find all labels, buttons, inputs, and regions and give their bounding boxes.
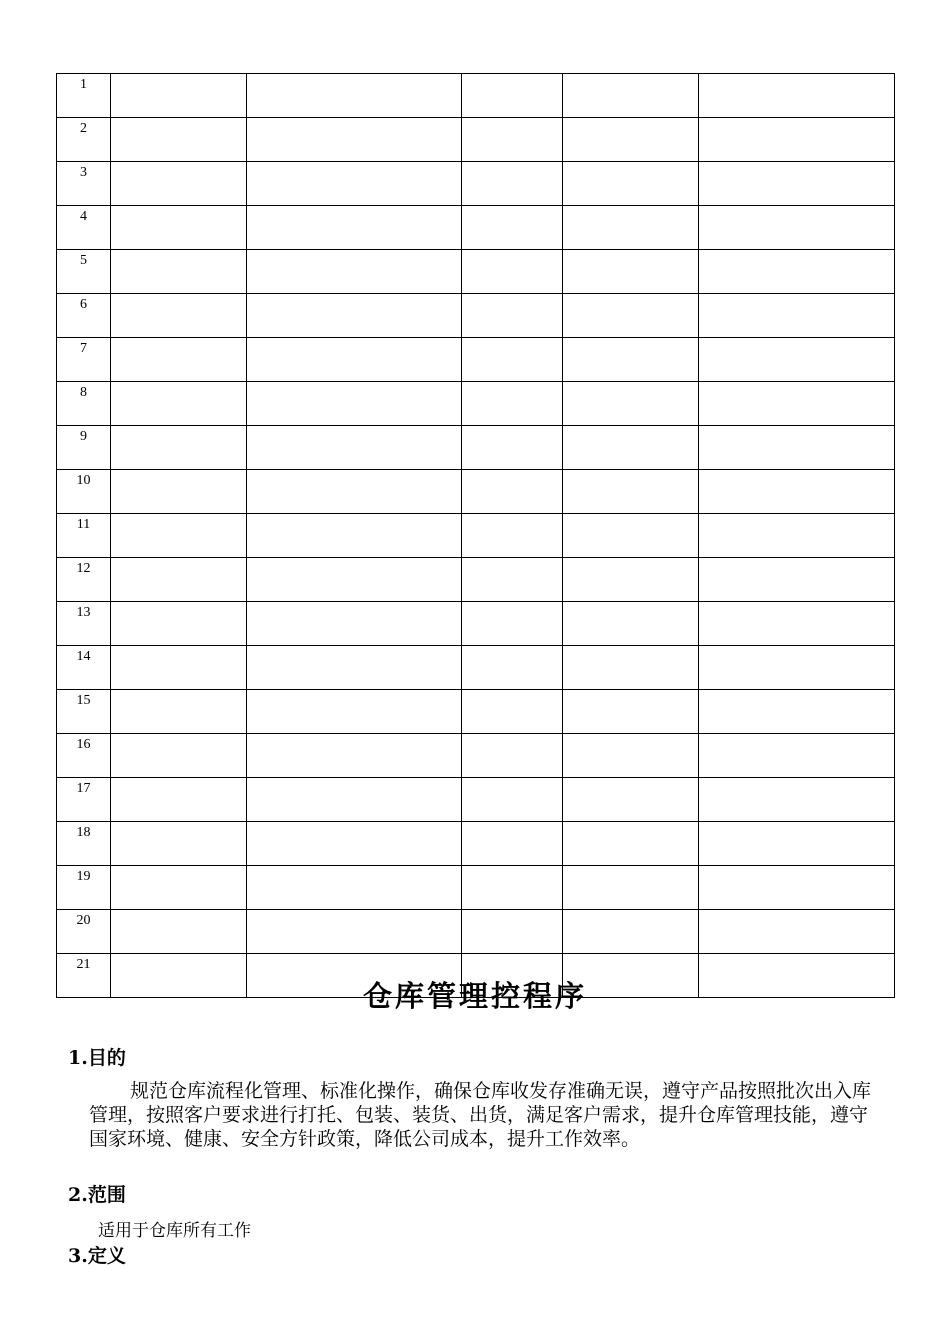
empty-cell <box>247 822 462 866</box>
row-number-cell: 13 <box>57 602 111 646</box>
empty-cell <box>699 558 895 602</box>
row-number-cell: 7 <box>57 338 111 382</box>
table-row <box>57 470 895 514</box>
empty-cell <box>462 294 563 338</box>
empty-cell <box>247 690 462 734</box>
empty-cell <box>563 866 699 910</box>
empty-cell <box>563 74 699 118</box>
row-number-cell: 11 <box>57 514 111 558</box>
empty-cell <box>699 734 895 778</box>
empty-cell <box>111 206 247 250</box>
empty-cell <box>111 558 247 602</box>
empty-cell <box>247 602 462 646</box>
empty-cell <box>699 206 895 250</box>
empty-cell <box>563 558 699 602</box>
row-number-cell: 9 <box>57 426 111 470</box>
table-row <box>57 514 895 558</box>
empty-cell <box>699 426 895 470</box>
empty-cell <box>563 910 699 954</box>
empty-cell <box>563 470 699 514</box>
empty-cell <box>247 734 462 778</box>
empty-cell <box>111 602 247 646</box>
empty-cell <box>111 646 247 690</box>
row-number-cell: 3 <box>57 162 111 206</box>
empty-cell <box>111 338 247 382</box>
empty-cell <box>247 514 462 558</box>
empty-cell <box>462 646 563 690</box>
empty-cell <box>462 470 563 514</box>
empty-cell <box>462 602 563 646</box>
row-number-cell: 18 <box>57 822 111 866</box>
empty-cell <box>699 470 895 514</box>
empty-cell <box>111 514 247 558</box>
empty-cell <box>699 910 895 954</box>
empty-cell <box>247 118 462 162</box>
empty-cell <box>111 162 247 206</box>
section-body-purpose: 规范仓库流程化管理、标准化操作，确保仓库收发存准确无误，遵守产品按照批次出入库管理，按照客户要求进行打托、包装、装货、出货，满足客户需求，提升仓库管理技能，遵守国家环境、健康、安全方针政策，降低公司成本，提升工作效率。 <box>89 1080 872 1150</box>
table-row <box>57 734 895 778</box>
empty-cell <box>563 382 699 426</box>
empty-cell <box>699 250 895 294</box>
table-row <box>57 118 895 162</box>
empty-cell <box>563 646 699 690</box>
empty-cell <box>111 470 247 514</box>
empty-cell <box>247 470 462 514</box>
empty-cell <box>563 250 699 294</box>
section-body-scope: 适用于仓库所有工作 <box>98 1221 251 1241</box>
empty-cell <box>699 382 895 426</box>
empty-cell <box>563 206 699 250</box>
empty-cell <box>247 250 462 294</box>
empty-cell <box>247 778 462 822</box>
empty-cell <box>563 822 699 866</box>
row-number-cell: 16 <box>57 734 111 778</box>
empty-cell <box>247 74 462 118</box>
empty-cell <box>462 734 563 778</box>
empty-cell <box>462 338 563 382</box>
empty-cell <box>699 646 895 690</box>
row-number-cell: 12 <box>57 558 111 602</box>
row-number-cell: 5 <box>57 250 111 294</box>
empty-cell <box>247 646 462 690</box>
empty-cell <box>699 74 895 118</box>
empty-cell <box>111 822 247 866</box>
table-row <box>57 602 895 646</box>
table-row <box>57 558 895 602</box>
empty-cell <box>247 558 462 602</box>
row-number-cell: 17 <box>57 778 111 822</box>
table-row <box>57 426 895 470</box>
empty-cell <box>563 338 699 382</box>
table-row <box>57 690 895 734</box>
table-row <box>57 338 895 382</box>
empty-cell <box>699 118 895 162</box>
empty-cell <box>462 558 563 602</box>
table-row <box>57 250 895 294</box>
empty-cell <box>563 118 699 162</box>
empty-cell <box>699 514 895 558</box>
empty-cell <box>462 910 563 954</box>
row-number-cell: 14 <box>57 646 111 690</box>
empty-cell <box>563 514 699 558</box>
row-number-cell: 21 <box>57 954 111 998</box>
empty-cell <box>563 690 699 734</box>
row-number-cell: 15 <box>57 690 111 734</box>
empty-cell <box>462 118 563 162</box>
empty-cell <box>111 910 247 954</box>
empty-cell <box>462 822 563 866</box>
empty-cell <box>563 426 699 470</box>
empty-cell <box>699 162 895 206</box>
empty-cell <box>111 778 247 822</box>
empty-cell <box>699 294 895 338</box>
blank-record-table <box>56 73 895 998</box>
table-row <box>57 74 895 118</box>
document-title: 仓库管理控程序 <box>362 979 587 1013</box>
empty-cell <box>699 602 895 646</box>
row-number-cell: 8 <box>57 382 111 426</box>
empty-cell <box>462 206 563 250</box>
empty-cell <box>111 118 247 162</box>
row-number-cell: 6 <box>57 294 111 338</box>
empty-cell <box>462 250 563 294</box>
empty-cell <box>247 382 462 426</box>
section-heading-scope: 2.范围 <box>68 1184 126 1206</box>
empty-cell <box>111 690 247 734</box>
table-row <box>57 162 895 206</box>
empty-cell <box>247 426 462 470</box>
empty-cell <box>462 690 563 734</box>
empty-cell <box>563 162 699 206</box>
empty-cell <box>247 910 462 954</box>
empty-cell <box>247 866 462 910</box>
table-row <box>57 646 895 690</box>
table-row <box>57 822 895 866</box>
empty-cell <box>699 338 895 382</box>
empty-cell <box>462 162 563 206</box>
table-row <box>57 294 895 338</box>
empty-cell <box>111 734 247 778</box>
empty-cell <box>563 778 699 822</box>
section-heading-purpose: 1.目的 <box>68 1047 126 1069</box>
row-number-cell: 20 <box>57 910 111 954</box>
table-row <box>57 382 895 426</box>
empty-cell <box>111 250 247 294</box>
empty-cell <box>462 426 563 470</box>
empty-cell <box>247 294 462 338</box>
table-row <box>57 910 895 954</box>
empty-cell <box>111 866 247 910</box>
empty-cell <box>699 690 895 734</box>
empty-cell <box>247 338 462 382</box>
empty-cell <box>462 778 563 822</box>
row-number-cell: 4 <box>57 206 111 250</box>
section-heading-definitions: 3.定义 <box>68 1245 126 1267</box>
empty-cell <box>699 778 895 822</box>
empty-cell <box>462 74 563 118</box>
table-row <box>57 206 895 250</box>
empty-cell <box>563 294 699 338</box>
empty-cell <box>563 602 699 646</box>
empty-cell <box>462 514 563 558</box>
row-number-cell: 19 <box>57 866 111 910</box>
empty-cell <box>247 162 462 206</box>
empty-cell <box>247 206 462 250</box>
empty-cell <box>111 382 247 426</box>
table-row <box>57 778 895 822</box>
empty-cell <box>462 382 563 426</box>
row-number-cell: 10 <box>57 470 111 514</box>
table-row <box>57 866 895 910</box>
row-number-cell: 1 <box>57 74 111 118</box>
empty-cell <box>699 822 895 866</box>
empty-cell <box>111 426 247 470</box>
empty-cell <box>111 294 247 338</box>
empty-cell <box>563 734 699 778</box>
row-number-cell: 2 <box>57 118 111 162</box>
empty-cell <box>699 866 895 910</box>
empty-cell <box>462 866 563 910</box>
empty-cell <box>111 74 247 118</box>
